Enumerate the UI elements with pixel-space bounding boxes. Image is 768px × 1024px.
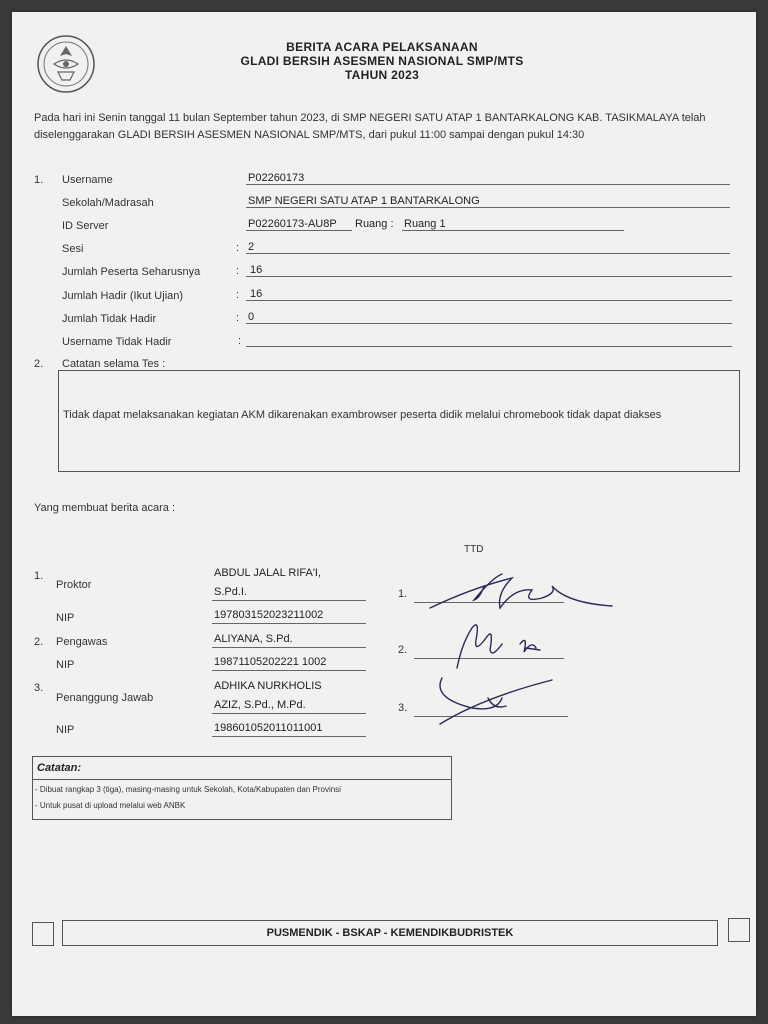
ruang-value: Ruang 1 (404, 218, 446, 230)
hadir-value: 16 (250, 288, 263, 300)
intro-paragraph: Pada hari ini Senin tanggal 11 bulan September tahun 2023, di SMP NEGERI SATU ATAP 1 BANTARKALONG KAB. TASIKMALAYA telah diselenggarakan GLADI BERSIH ASESMEN NASIONAL SMP/MTS, dari pukul 11:00 sampai dengan pukul 14:30 (34, 112, 706, 141)
idserver-label: ID Server (62, 220, 109, 232)
signer-1-role: Proktor (56, 579, 92, 591)
signature-2-number: 2. (398, 644, 408, 656)
usernametidak-label: Username Tidak Hadir (62, 336, 172, 348)
signature-1-number: 1. (398, 588, 408, 600)
signer-1-nip-label: NIP (56, 612, 75, 624)
signer-2-name: ALIYANA, S.Pd. (214, 633, 293, 645)
signer-3-nip-label: NIP (56, 724, 75, 736)
sekolah-value: SMP NEGERI SATU ATAP 1 BANTARKALONG (248, 195, 480, 207)
signer-2-name-underline (212, 647, 366, 648)
catatan-box (32, 756, 452, 820)
catatan-title-row (33, 757, 451, 780)
signer-3-name-underline (212, 713, 366, 714)
section-2-number: 2. (34, 358, 44, 370)
idserver-underline (246, 230, 352, 231)
signer-1-nip-underline (212, 623, 366, 624)
ruang-label: Ruang : (355, 218, 394, 230)
signer-2-role: Pengawas (56, 636, 108, 648)
signer-1-name-degree: S.Pd.I. (214, 586, 248, 598)
section-1-number: 1. (34, 174, 44, 186)
tut-wuri-handayani-logo-icon (36, 34, 96, 94)
signers-intro: Yang membuat berita acara : (34, 502, 176, 514)
signature-3-number: 3. (398, 702, 408, 714)
signer-2-number: 2. (34, 636, 44, 648)
sekolah-label: Sekolah/Madrasah (62, 197, 154, 209)
footer-text: PUSMENDIK - BSKAP - KEMENDIKBUDRISTEK (266, 927, 514, 939)
usernametidak-underline (246, 346, 732, 347)
title-line-1: BERITA ACARA PELAKSANAAN (286, 40, 478, 54)
footer-right-square (728, 918, 750, 942)
signer-2-nip-label: NIP (56, 659, 75, 671)
catatan-line-2: - Untuk pusat di upload melalui web ANBK (35, 801, 186, 810)
signer-2-nip-underline (212, 670, 366, 671)
sekolah-underline (246, 207, 730, 208)
catatan-line-1: - Dibuat rangkap 3 (tiga), masing-masing untuk Sekolah, Kota/Kabupaten dan Provinsi (35, 785, 341, 794)
catatan-tes-text: Tidak dapat melaksanakan kegiatan AKM dikarenakan exambrowser peserta didik melalui chromebook tidak dapat diakses (63, 409, 662, 421)
tidakhadir-value: 0 (248, 311, 255, 323)
tidakhadir-label: Jumlah Tidak Hadir (62, 313, 157, 325)
catatan-tes-box (58, 370, 740, 472)
tidakhadir-underline (246, 323, 732, 324)
signer-3-name-degree: AZIZ, S.Pd., M.Pd. (214, 699, 306, 711)
username-value: P02260173 (248, 172, 305, 184)
signer-3-nip: 198601052011011001 (214, 722, 323, 734)
title-line-2: GLADI BERSIH ASESMEN NASIONAL SMP/MTS (240, 54, 524, 68)
username-underline (246, 184, 730, 185)
sesi-value: 2 (248, 241, 255, 253)
signer-3-role: Penanggung Jawab (56, 692, 154, 704)
signer-1-nip: 197803152023211002 (214, 609, 324, 621)
hadir-colon: : (236, 289, 240, 301)
seharusnya-colon: : (236, 265, 240, 277)
hadir-underline (246, 300, 732, 301)
signer-2-nip: 19871105202221 1002 (214, 656, 327, 668)
signer-3-name: ADHIKA NURKHOLIS (214, 680, 322, 692)
catatan-tes-label: Catatan selama Tes : (62, 358, 166, 370)
signer-3-number: 3. (34, 682, 44, 694)
seharusnya-underline (246, 276, 732, 277)
catatan-title: Catatan: (37, 762, 82, 774)
signer-1-name-underline (212, 600, 366, 601)
footer-bar (62, 920, 718, 946)
signer-1-number: 1. (34, 570, 44, 582)
seharusnya-label: Jumlah Peserta Seharusnya (62, 266, 201, 278)
idserver-value: P02260173-AU8P (248, 218, 337, 230)
seharusnya-value: 16 (250, 264, 263, 276)
username-label: Username (62, 174, 113, 186)
handwritten-signatures-icon (402, 548, 622, 728)
ttd-label: TTD (464, 544, 484, 555)
hadir-label: Jumlah Hadir (Ikut Ujian) (62, 290, 184, 302)
footer-left-square (32, 922, 54, 946)
sesi-colon: : (236, 242, 240, 254)
sesi-underline (246, 253, 730, 254)
title-line-3: TAHUN 2023 (344, 68, 420, 82)
sesi-label: Sesi (62, 243, 84, 255)
usernametidak-colon: : (238, 335, 242, 347)
signer-1-name: ABDUL JALAL RIFA'I, (214, 567, 322, 579)
signer-3-nip-underline (212, 736, 366, 737)
document-page (12, 12, 756, 1016)
ruang-underline (402, 230, 624, 231)
tidakhadir-colon: : (236, 312, 240, 324)
